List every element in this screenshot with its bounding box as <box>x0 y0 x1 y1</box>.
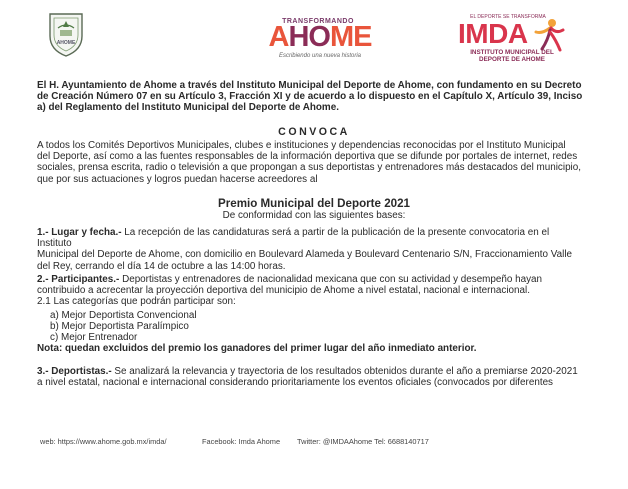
section-1-line-3: del Rey, cerrando el día 14 de octubre a las 14:00 horas. <box>37 260 286 272</box>
section-deportistas <box>37 366 585 388</box>
section-2-line-2: contribuido a acrecentar la proyección deportiva del municipio de Ahome a nivel estatal, nacional e internacional. <box>37 285 530 297</box>
category-item-entrenador: c) Mejor Entrenador <box>50 332 138 343</box>
ahome-logo-letter: O <box>308 21 330 53</box>
intro-line-2: de Creación Número 07 en su Artículo 3, Fracción XI y de acuerdo a lo dispuesto en el Capítulo X, Artículo 39, Inciso <box>37 91 583 103</box>
imda-subtitle-line-1: INSTITUTO MUNICIPAL DEL <box>470 49 554 56</box>
intro-line-1: El H. Ayuntamiento de Ahome a través del Instituto Municipal del Deporte de Ahome, con fundamento en su Decreto <box>37 80 582 91</box>
imda-top-label: EL DEPORTE SE TRANSFORMA <box>470 14 546 20</box>
seal-caption: AHOME <box>56 40 76 46</box>
convoca-line-4: que por sus actuaciones y logros puedan hacerse acreedores al <box>37 173 318 185</box>
section-1-heading: 1.- Lugar y fecha.- <box>37 227 122 238</box>
section-3-heading: 3.- Deportistas.- <box>37 366 112 377</box>
category-item-convencional: a) Mejor Deportista Convencional <box>50 310 197 321</box>
section-3-line-2: a nivel estatal, nacional e internacional considerando prioritariamente los eventos oficiales (convocados por diferentes <box>37 377 553 389</box>
imda-logo: IMDA <box>458 18 528 49</box>
convoca-line-2: del Deporte, así como a las fuentes responsables de la información deportiva que se difunde por portales de internet, redes <box>37 151 578 163</box>
section-3-line-1: Se analizará la relevancia y trayectoria de los resultados obtenidos durante el año a premiarse 2020-2021 <box>111 366 578 377</box>
section-2-line-1: Deportistas y entrenadores de nacionalidad mexicana que con su actividad y desempeño hayan <box>119 274 543 285</box>
ahome-logo-letter: H <box>288 21 309 53</box>
municipal-seal-logo <box>44 10 88 58</box>
ahome-logo-letter: E <box>353 21 372 53</box>
section-2-heading: 2.- Participantes.- <box>37 274 120 285</box>
athlete-figure-icon <box>530 18 566 52</box>
footer-facebook[interactable]: Facebook: Imda Ahome <box>202 437 281 446</box>
intro-paragraph <box>37 80 585 114</box>
transformando-label: TRANSFORMANDO <box>282 18 354 25</box>
ahome-tagline: Escribiendo una nueva historia <box>278 53 362 59</box>
ahome-logo-letter: A <box>268 21 289 53</box>
premio-subtitle: De conformidad con las siguientes bases: <box>222 210 406 221</box>
footer-twitter-phone[interactable]: Twitter: @IMDAAhome Tel: 6688140717 <box>297 437 429 446</box>
section-lugar-fecha <box>37 227 585 272</box>
section-2-note: Nota: quedan excluidos del premio los ganadores del primer lugar del año inmediato anterior. <box>37 343 477 354</box>
convoca-heading: CONVOCA <box>278 126 350 138</box>
footer-web-link[interactable]: web: https://www.ahome.gob.mx/imda/ <box>40 437 167 446</box>
premio-title: Premio Municipal del Deporte 2021 <box>218 197 410 210</box>
convoca-line-1: A todos los Comités Deportivos Municipales, clubes e instituciones y dependencias reconocidas por el Instituto Municipal <box>37 140 566 151</box>
ahome-logo <box>254 22 386 52</box>
section-1-line-2: Municipal del Deporte de Ahome, con domicilio en Boulevard Alameda y Boulevard Centenario S/N, Fraccionamiento Valle <box>37 249 573 261</box>
ahome-logo-letter: M <box>329 21 354 53</box>
section-2-line-3: 2.1 Las categorías que podrán participar son: <box>37 296 236 308</box>
section-1-line-1: La recepción de las candidaturas será a partir de la publicación de la presente convocatoria en el Instituto <box>37 227 550 250</box>
imda-subtitle-line-2: DEPORTE DE AHOME <box>479 56 545 63</box>
section-participantes <box>37 274 585 308</box>
intro-line-3: a) del Reglamento del Instituto Municipal del Deporte de Ahome. <box>37 102 339 114</box>
convoca-paragraph <box>37 140 585 185</box>
category-item-paralimpico: b) Mejor Deportista Paralímpico <box>50 321 189 332</box>
convoca-line-3: sociales, prensa escrita, radio o televisión a que propongan a sus deportistas y entrenadores más destacados del municipio, <box>37 162 581 174</box>
imda-subtitle <box>456 49 568 63</box>
